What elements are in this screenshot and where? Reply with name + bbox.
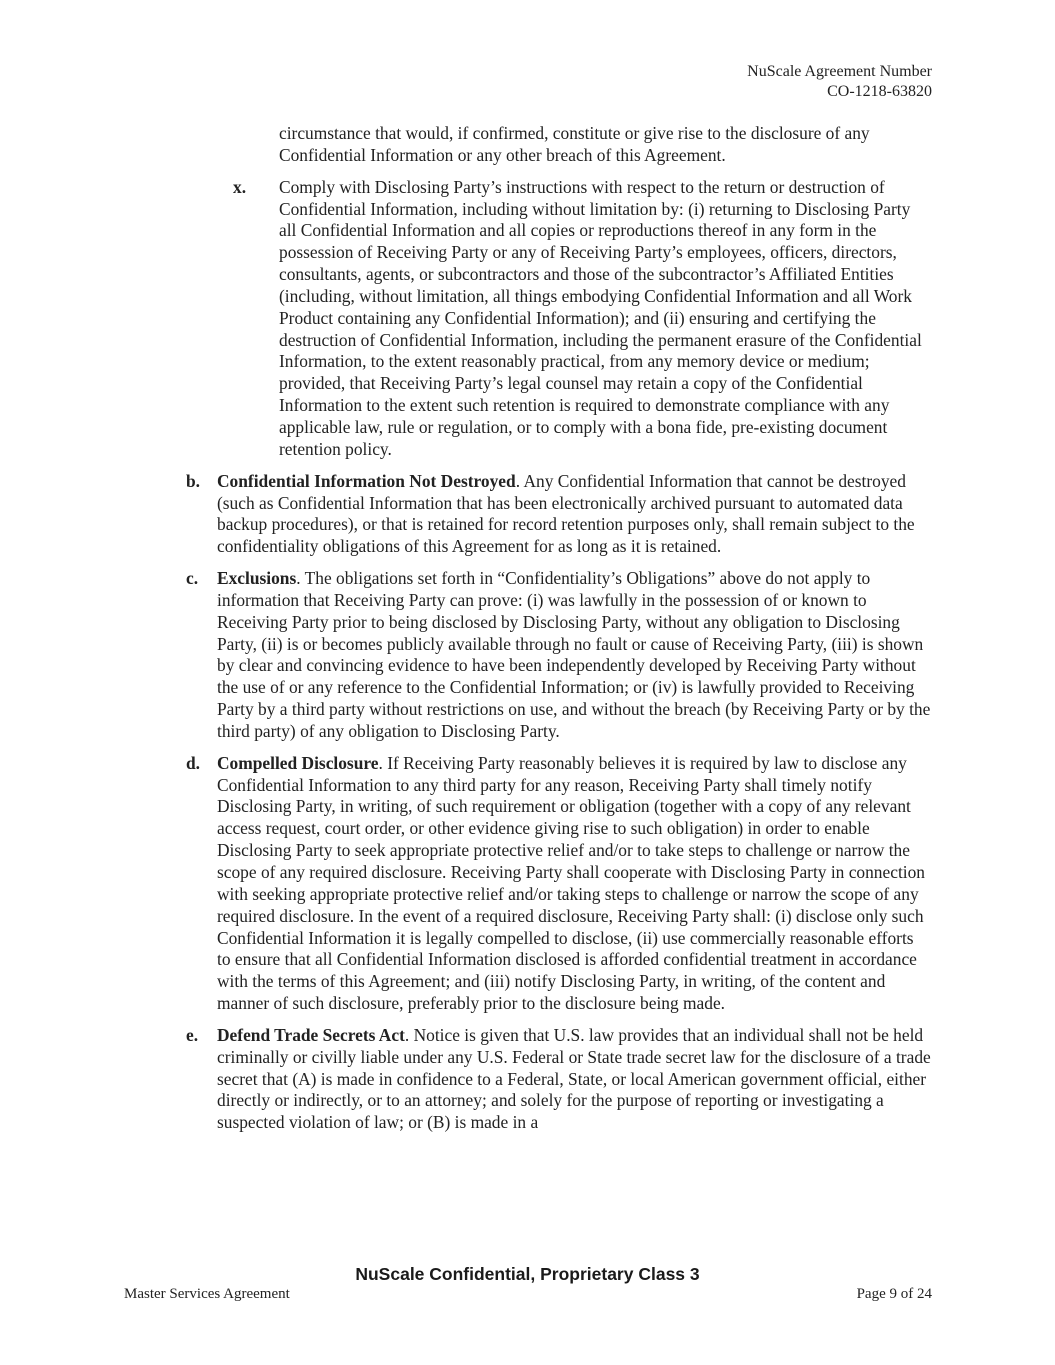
- confidentiality-notice: NuScale Confidential, Proprietary Class 3: [355, 1264, 700, 1284]
- section-d: [186, 753, 931, 1015]
- section-text: . If Receiving Party reasonably believes it is required by law to disclose any Confidential Information to any third party for any reason, Receiving Party shall timely notify Disclosing Party, in writing, of such requirement or obligation (together with a copy of any relevant access request, court order, or other evidence giving rise to such obligation) in order to enable Disclosing Party to seek appropriate protective relief and/or to take steps to challenge or narrow the scope of any required disclosure. Receiving Party shall cooperate with Disclosing Party in connection with seeking appropriate protective relief and/or taking steps to challenge or narrow the scope of any required disclosure. In the event of a required disclosure, Receiving Party shall: (i) disclose only such Confidential Information it is legally compelled to disclose, (ii) use commercially reasonable efforts to ensure that all Confidential Information disclosed is afforded confidential treatment in accordance with the terms of this Agreement; and (iii) notify Disclosing Party, in writing, of the content and manner of such disclosure, preferably prior to the disclosure being made.: [217, 752, 925, 1014]
- section-body: [217, 753, 931, 1015]
- agreement-number-label: NuScale Agreement Number: [747, 63, 932, 80]
- section-label: e.: [186, 1024, 199, 1045]
- section-label: d.: [186, 752, 201, 773]
- continued-paragraph: circumstance that would, if confirmed, constitute or give rise to the disclosure of any Confidential Information or any other breach of this Agreement.: [279, 123, 870, 165]
- item-text: Comply with Disclosing Party’s instructions with respect to the return or destruction of Confidential Information, including without limitation by: (i) returning to Disclosing Party all Confidential Information and all copies or reproductions thereof in any form in the possession of Receiving Party or any of Receiving Party’s employees, officers, directors, consultants, agents, or subcontractors and those of the subcontractor’s Affiliated Entities (including, without limitation, all things embodying Confidential Information and all Work Product containing any Confidential Information); and (ii) ensuring and certifying the destruction of Confidential Information, including the permanent erasure of the Confidential Information, to the extent reasonably practical, from any memory device or medium; provided, that Receiving Party’s legal counsel may retain a copy of the Confidential Information to the extent such retention is required to demonstrate compliance with any applicable law, rule or regulation, or to comply with a bona fide, pre-existing document retention policy.: [279, 176, 922, 459]
- list-item-x: [186, 177, 931, 461]
- document-body: [186, 123, 931, 1134]
- section-c: [186, 568, 931, 743]
- page-number: Page 9 of 24: [856, 1286, 932, 1302]
- section-e: [186, 1025, 931, 1134]
- section-title: Compelled Disclosure: [217, 752, 379, 773]
- item-label: x.: [233, 176, 247, 197]
- document-header: [747, 62, 932, 102]
- section-b: [186, 471, 931, 558]
- section-text: . Notice is given that U.S. law provides that an individual shall not be held criminally or civilly liable under any U.S. Federal or State trade secret law for the disclosure of a trade secret that (A) is made in confidence to a Federal, State, or local American government official, either directly or indirectly, or to an attorney; and solely for the purpose of reporting or investigating a suspected violation of law; or (B) is made in a: [217, 1024, 931, 1133]
- section-text: . Any Confidential Information that cannot be destroyed (such as Confidential Information that has been electronically archived pursuant to automated data backup procedures), or that is retained for record retention purposes only, shall remain subject to the confidentiality obligations of this Agreement for as long as it is retained.: [217, 470, 915, 557]
- section-title: Confidential Information Not Destroyed: [217, 470, 516, 491]
- footer-document-title: Master Services Agreement: [124, 1286, 290, 1302]
- section-label: b.: [186, 470, 201, 491]
- section-body: [217, 471, 931, 558]
- section-body: [217, 568, 931, 743]
- section-body: [217, 1025, 931, 1134]
- agreement-number: CO-1218-63820: [827, 83, 932, 100]
- section-title: Exclusions: [217, 568, 297, 589]
- section-label: c.: [186, 568, 199, 589]
- section-title: Defend Trade Secrets Act: [217, 1024, 405, 1045]
- section-text: . The obligations set forth in “Confidentiality’s Obligations” above do not apply to information that Receiving Party can prove: (i) was lawfully in the possession of or known to Receiving Party prior to being disclosed by Disclosing Party, without any obligation to Disclosing Party, (ii) is or becomes publicly available through no fault or cause of Receiving Party, (iii) is shown by clear and convincing evidence to have been independently developed by Receiving Party without the use of or any reference to the Confidential Information; or (iv) is lawfully provided to Receiving Party by a third party without restrictions on use, and without the breach (by Receiving Party or by the third party) of any obligation to Disclosing Party.: [217, 568, 931, 741]
